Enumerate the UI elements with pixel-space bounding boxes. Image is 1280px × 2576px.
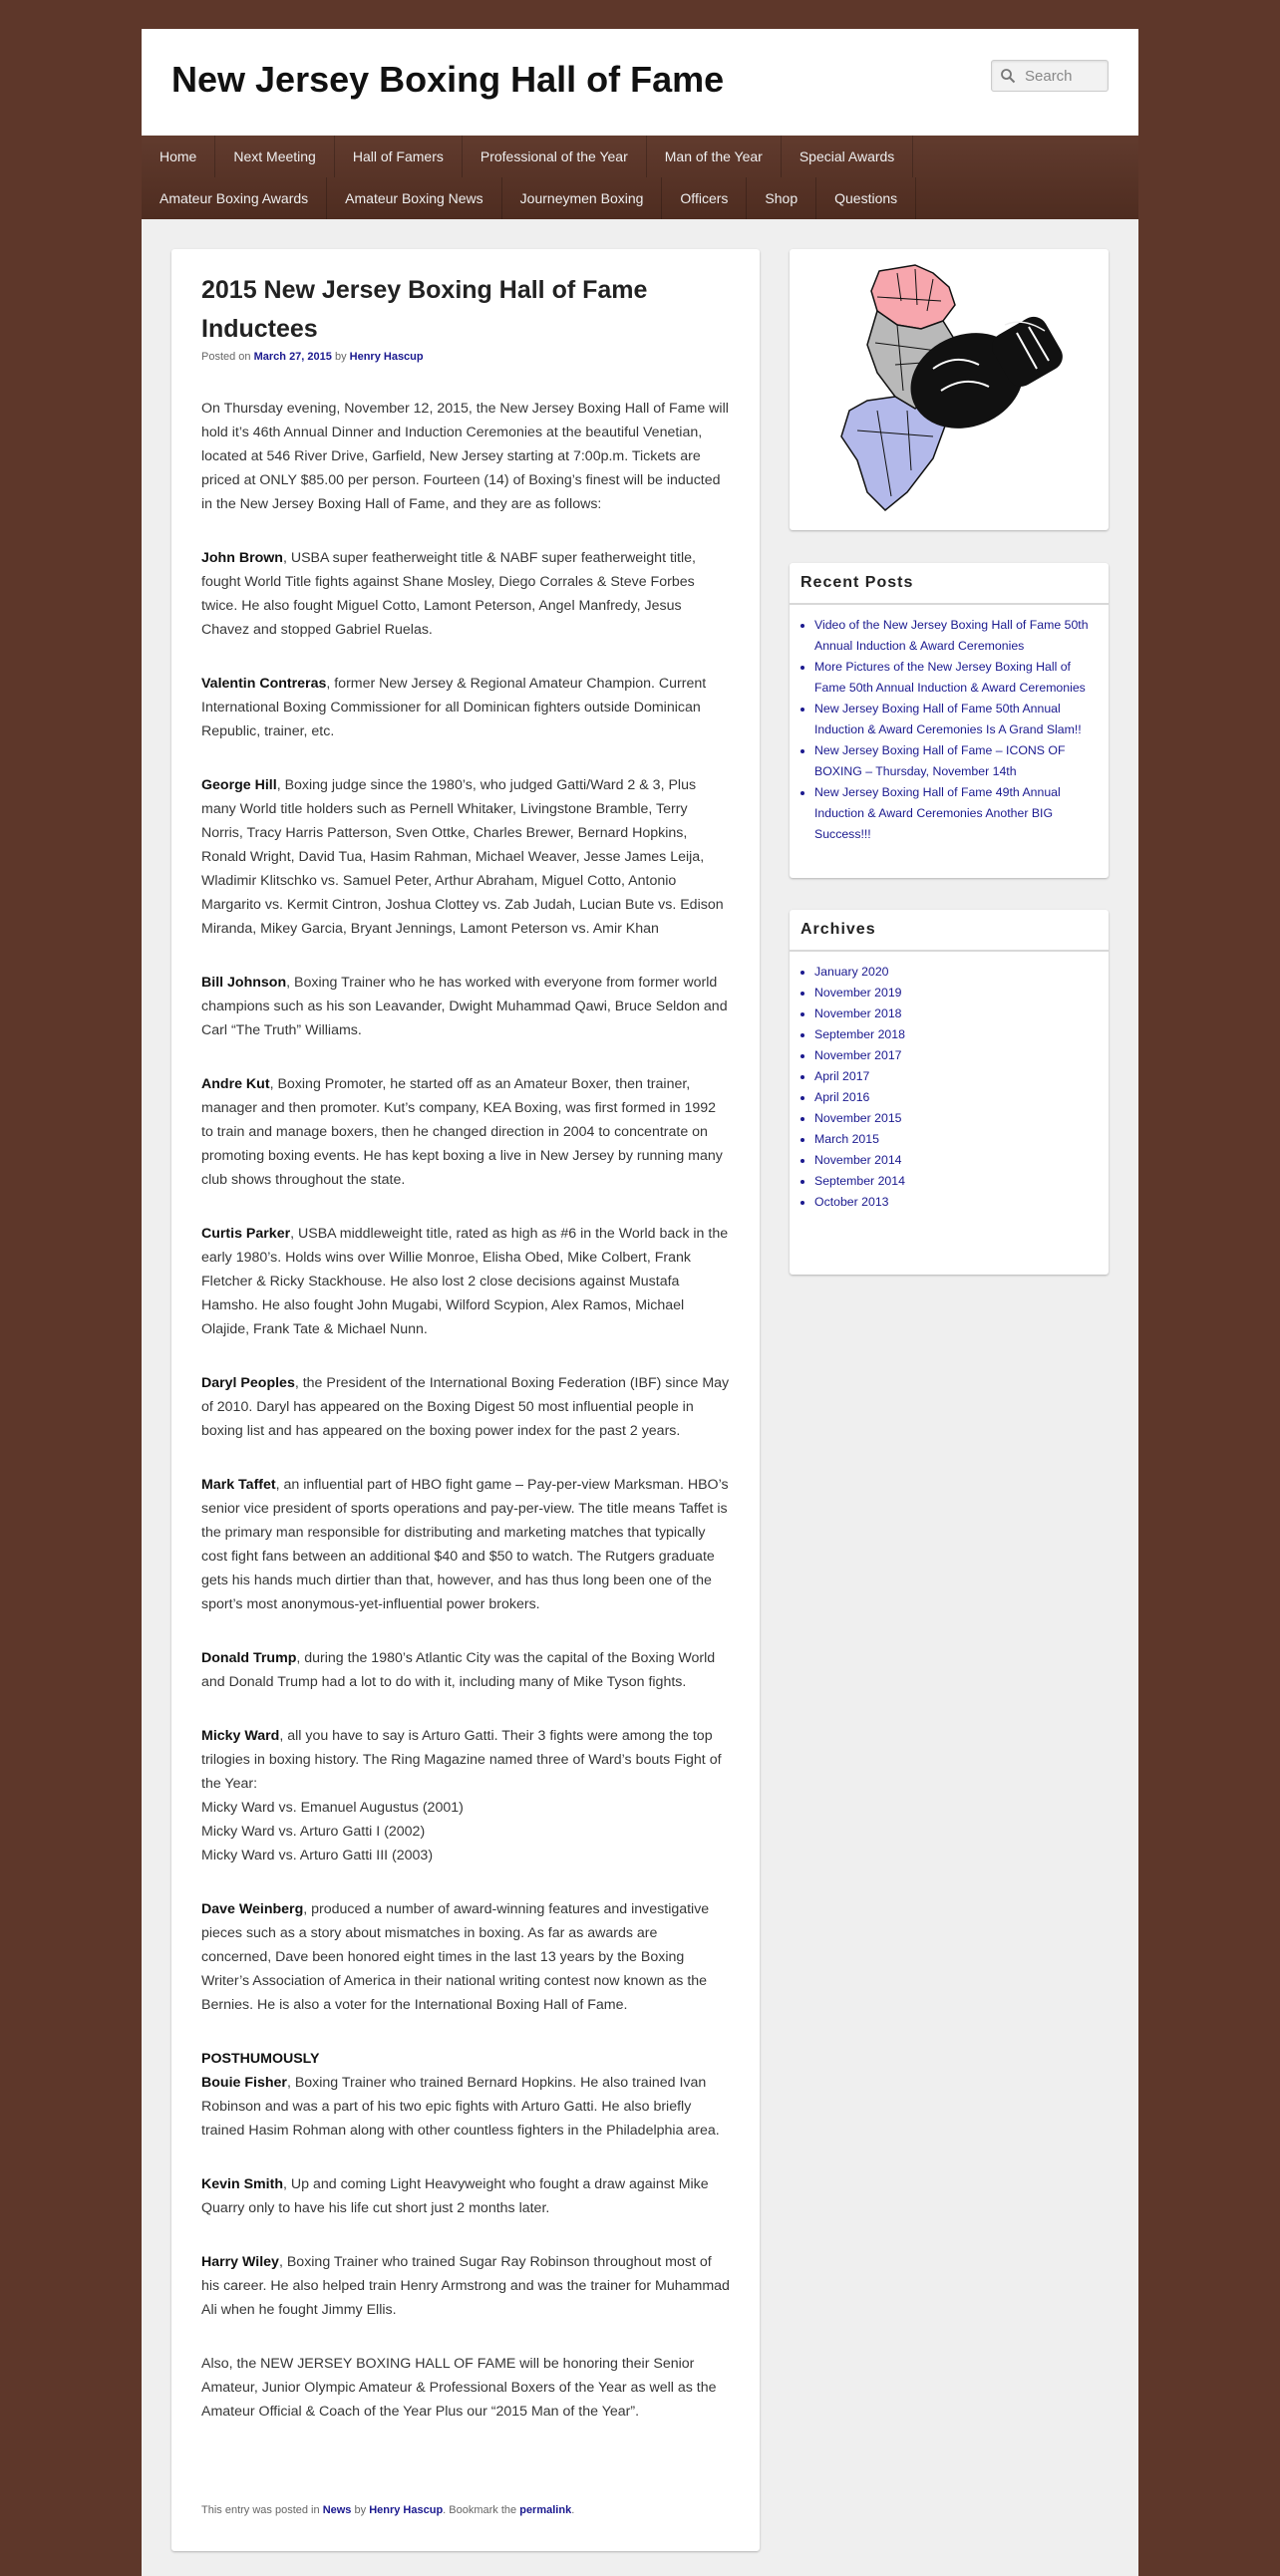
inductee-name: Daryl Peoples (201, 1375, 295, 1391)
nav-item-next-meeting[interactable]: Next Meeting (215, 136, 334, 177)
archive-link[interactable]: • January 2020 (814, 962, 1094, 983)
inductee-paragraph (201, 1897, 730, 2017)
inductee-name: Valentin Contreras (201, 676, 327, 692)
inductee-paragraph (201, 1222, 730, 1341)
footer-author-link[interactable]: Henry Hascup (369, 2504, 444, 2516)
nav-item-shop[interactable]: Shop (747, 177, 816, 219)
footer-by-label: by (354, 2504, 367, 2516)
archives-list (814, 962, 1094, 1213)
inductee-name: Curtis Parker (201, 1226, 291, 1242)
inductee-bio: , former New Jersey & Regional Amateur Champion. Current International Boxing Commissioner for all Dominican fighters outside Dominican Republic, trainer, etc. (201, 676, 707, 739)
inductee-paragraph (201, 971, 730, 1042)
inductee-paragraph (201, 773, 730, 941)
inductee-bio: , Up and coming Light Heavyweight who fought a draw against Mike Quarry only to have his life cut short just 2 months later. (201, 2176, 709, 2216)
nav-item-amateur-boxing-news[interactable]: Amateur Boxing News (327, 177, 502, 219)
recent-post-link[interactable]: • New Jersey Boxing Hall of Fame 50th Annual Induction & Award Ceremonies Is A Grand Slam!! (814, 699, 1094, 740)
fight-item: Micky Ward vs. Arturo Gatti III (2003) (201, 1848, 434, 1863)
inductee-name: Andre Kut (201, 1076, 270, 1092)
article-intro: On Thursday evening, November 12, 2015, the New Jersey Boxing Hall of Fame will hold it’s 46th Annual Dinner and Induction Ceremonies at the beautiful Venetian, located at 546 River Drive, Garfield, New Jersey starting at 7:00p.m. Tickets are priced at ONLY $85.00 per person. Fourteen (14) of Boxing’s finest will be inducted in the New Jersey Boxing Hall of Fame, and they are as follows: (201, 401, 729, 512)
inductee-bio: , Boxing Trainer who trained Sugar Ray Robinson throughout most of his career. He also helped train Henry Armstrong and was the trainer for Muhammad Ali when he fought Jimmy Ellis. (201, 2254, 730, 2318)
inductee-bio: , Boxing Promoter, he started off as an Amateur Boxer, then trainer, manager and then promoter. Kut’s company, KEA Boxing, was first formed in 1992 to train and manage boxers, then he changed direction in 2004 to concentrate on promoting boxing events. He has kept boxing a live in New Jersey by running many club shows throughout the state. (201, 1076, 723, 1188)
inductee-name: Micky Ward (201, 1728, 280, 1744)
posthumously-heading: POSTHUMOUSLY (201, 2051, 320, 2067)
archive-link[interactable]: • October 2013 (814, 1192, 1094, 1213)
nj-boxing-map-image (837, 261, 1067, 516)
article-body (201, 397, 730, 2453)
fight-item: Micky Ward vs. Emanuel Augustus (2001) (201, 1800, 464, 1816)
inductee-bio: , all you have to say is Arturo Gatti. Their 3 fights were among the top trilogies in boxing history. The Ring Magazine named three of Ward’s bouts Fight of the Year: (201, 1728, 722, 1792)
page (142, 29, 1138, 2576)
inductee-name: George Hill (201, 777, 277, 793)
recent-posts-widget (790, 563, 1109, 878)
archive-link[interactable]: • April 2017 (814, 1066, 1094, 1087)
nav-item-journeymen-boxing[interactable]: Journeymen Boxing (502, 177, 663, 219)
inductee-paragraph (201, 1371, 730, 1443)
inductee-bio: , an influential part of HBO fight game – Pay-per-view Marksman. HBO’s senior vice president of sports operations and pay-per-view. The title means Taffet is the primary man responsible for distributing and marketing matches that typically cost fight fans between an additional $40 and $50 to watch. The Rutgers graduate gets his hands much dirtier than that, however, and has thus long been one of the sport’s most anonymous-yet-influential power brokers. (201, 1477, 729, 1612)
inductee-name: Bouie Fisher (201, 2075, 287, 2091)
main-nav (142, 136, 1138, 219)
nav-item-questions[interactable]: Questions (816, 177, 916, 219)
inductee-name: Dave Weinberg (201, 1901, 304, 1917)
article (171, 249, 760, 2551)
inductee-name: Donald Trump (201, 1650, 297, 1666)
archive-link[interactable]: • March 2015 (814, 1129, 1094, 1150)
nav-item-amateur-boxing-awards[interactable]: Amateur Boxing Awards (142, 177, 327, 219)
archive-link[interactable]: • November 2015 (814, 1108, 1094, 1129)
nav-item-man-of-the-year[interactable]: Man of the Year (647, 136, 782, 177)
site-title[interactable]: New Jersey Boxing Hall of Fame (171, 59, 725, 100)
permalink-link[interactable]: permalink (519, 2504, 572, 2516)
inductee-paragraph (201, 2047, 730, 2143)
bookmark-label: . Bookmark the (443, 2504, 517, 2516)
archive-link[interactable]: • April 2016 (814, 1087, 1094, 1108)
nav-item-officers[interactable]: Officers (662, 177, 747, 219)
nav-row-2 (142, 177, 916, 219)
nav-item-professional-of-the-year[interactable]: Professional of the Year (463, 136, 647, 177)
post-meta (201, 351, 424, 363)
entry-footer (201, 2504, 574, 2516)
archives-title: Archives (790, 910, 1109, 952)
archives-widget (790, 910, 1109, 1275)
recent-post-link[interactable]: • Video of the New Jersey Boxing Hall of Fame 50th Annual Induction & Award Ceremonies (814, 615, 1094, 657)
nav-row-1 (142, 136, 913, 177)
inductee-bio: , Boxing Trainer who he has worked with everyone from former world champions such as his son Leavander, Dwight Muhammad Qawi, Bruce Seldon and Carl “The Truth” Williams. (201, 975, 728, 1038)
inductee-paragraph (201, 1646, 730, 1694)
inductee-bio: , produced a number of award-winning features and investigative pieces such as a story about mismatches in boxing. As far as awards are concerned, Dave been honored eight times in the last 13 years by the Boxing Writer’s Association of America in their national writing contest now known as the Bernies. He is also a voter for the International Boxing Hall of Fame. (201, 1901, 710, 2013)
search-placeholder: Search (1025, 68, 1073, 85)
archive-link[interactable]: • November 2017 (814, 1045, 1094, 1066)
archive-link[interactable]: • September 2018 (814, 1024, 1094, 1045)
inductee-paragraph (201, 546, 730, 642)
by-label: by (334, 351, 347, 363)
inductee-paragraph (201, 1072, 730, 1192)
recent-posts-title: Recent Posts (790, 563, 1109, 605)
footer-end: . (571, 2504, 575, 2516)
fight-item: Micky Ward vs. Arturo Gatti I (2002) (201, 1824, 426, 1840)
recent-post-link[interactable]: • New Jersey Boxing Hall of Fame – ICONS OF BOXING – Thursday, November 14th (814, 740, 1094, 782)
inductee-name: Mark Taffet (201, 1477, 276, 1493)
archive-link[interactable]: • November 2019 (814, 983, 1094, 1003)
inductee-name: John Brown (201, 550, 283, 566)
recent-post-link[interactable]: • More Pictures of the New Jersey Boxing Hall of Fame 50th Annual Induction & Award Ceremonies (814, 657, 1094, 699)
inductee-name: Kevin Smith (201, 2176, 283, 2192)
inductee-paragraph (201, 1473, 730, 1616)
inductee-bio: , the President of the International Boxing Federation (IBF) since May of 2010. Daryl has appeared on the Boxing Digest 50 most influential people in boxing list and has appeared on the boxing power index for the past 2 years. (201, 1375, 730, 1439)
nav-item-special-awards[interactable]: Special Awards (782, 136, 913, 177)
author-link[interactable]: Henry Hascup (349, 351, 424, 363)
inductee-paragraph (201, 2172, 730, 2220)
nav-item-hall-of-famers[interactable]: Hall of Famers (335, 136, 463, 177)
article-closing: Also, the NEW JERSEY BOXING HALL OF FAME will be honoring their Senior Amateur, Junior Olympic Amateur & Professional Boxers of the Year as well as the Amateur Official & Coach of the Year Plus our “2015 Man of the Year”. (201, 2356, 717, 2420)
archive-link[interactable]: • September 2014 (814, 1171, 1094, 1192)
archive-link[interactable]: • November 2018 (814, 1003, 1094, 1024)
inductee-paragraph (201, 672, 730, 743)
inductee-paragraph (201, 1724, 730, 1867)
search-input[interactable] (991, 60, 1109, 92)
nj-map-widget (790, 249, 1109, 530)
inductee-paragraph (201, 2250, 730, 2322)
inductee-name: Bill Johnson (201, 975, 287, 991)
article-title[interactable]: 2015 New Jersey Boxing Hall of Fame Inductees (201, 276, 648, 343)
recent-posts-list (814, 615, 1094, 845)
inductee-bio: , USBA middleweight title, rated as high as #6 in the World back in the early 1980’s. Holds wins over Willie Monroe, Elisha Obed, Mike Colbert, Frank Fletcher & Ricky Stackhouse. He also lost 2 close decisions against Mustafa Hamsho. He also fought John Mugabi, Wilford Scypion, Alex Ramos, Michael Olajide, Frank Tate & Michael Nunn. (201, 1226, 729, 1337)
recent-post-link[interactable]: • New Jersey Boxing Hall of Fame 49th Annual Induction & Award Ceremonies Another BIG Success!!! (814, 782, 1094, 845)
category-link[interactable]: News (322, 2504, 352, 2516)
post-date-link[interactable]: March 27, 2015 (253, 351, 332, 363)
inductee-bio: , Boxing Trainer who trained Bernard Hopkins. He also trained Ivan Robinson and was a part of his two epic fights with Arturo Gatti. He also briefly trained Hasim Rohman along with other countless fighters in the Philadelphia area. (201, 2075, 720, 2139)
posted-in-label: This entry was posted in (201, 2504, 320, 2516)
archive-link[interactable]: • November 2014 (814, 1150, 1094, 1171)
inductee-bio: , USBA super featherweight title & NABF super featherweight title, fought World Title fights against Shane Mosley, Diego Corrales & Steve Forbes twice. He also fought Miguel Cotto, Lamont Peterson, Angel Manfredy, Jesus Chavez and stopped Gabriel Ruelas. (201, 550, 696, 638)
inductee-bio: , Boxing judge since the 1980’s, who judged Gatti/Ward 2 & 3, Plus many World title holders such as Pernell Whitaker, Livingstone Bramble, Terry Norris, Tracy Harris Patterson, Sven Ottke, Charles Brewer, Bernard Hopkins, Ronald Wright, David Tua, Hasim Rahman, Michael Weaver, Jesse James Leija, Wladimir Klitschko vs. Samuel Peter, Arthur Abraham, Miguel Cotto, Antonio Margarito vs. Kermit Cintron, Joshua Clottey vs. Zab Judah, Lucian Bute vs. Edison Miranda, Mikey Garcia, Bryant Jennings, Lamont Peterson vs. Amir Khan (201, 777, 724, 937)
inductee-name: Harry Wiley (201, 2254, 279, 2270)
nav-item-home[interactable]: Home (142, 136, 215, 177)
inductee-bio: , during the 1980’s Atlantic City was the capital of the Boxing World and Donald Trump had a lot to do with it, including many of Mike Tyson fights. (201, 1650, 716, 1690)
site-header (142, 29, 1138, 136)
search-icon (1000, 68, 1016, 84)
posted-on-label: Posted on (201, 351, 251, 363)
